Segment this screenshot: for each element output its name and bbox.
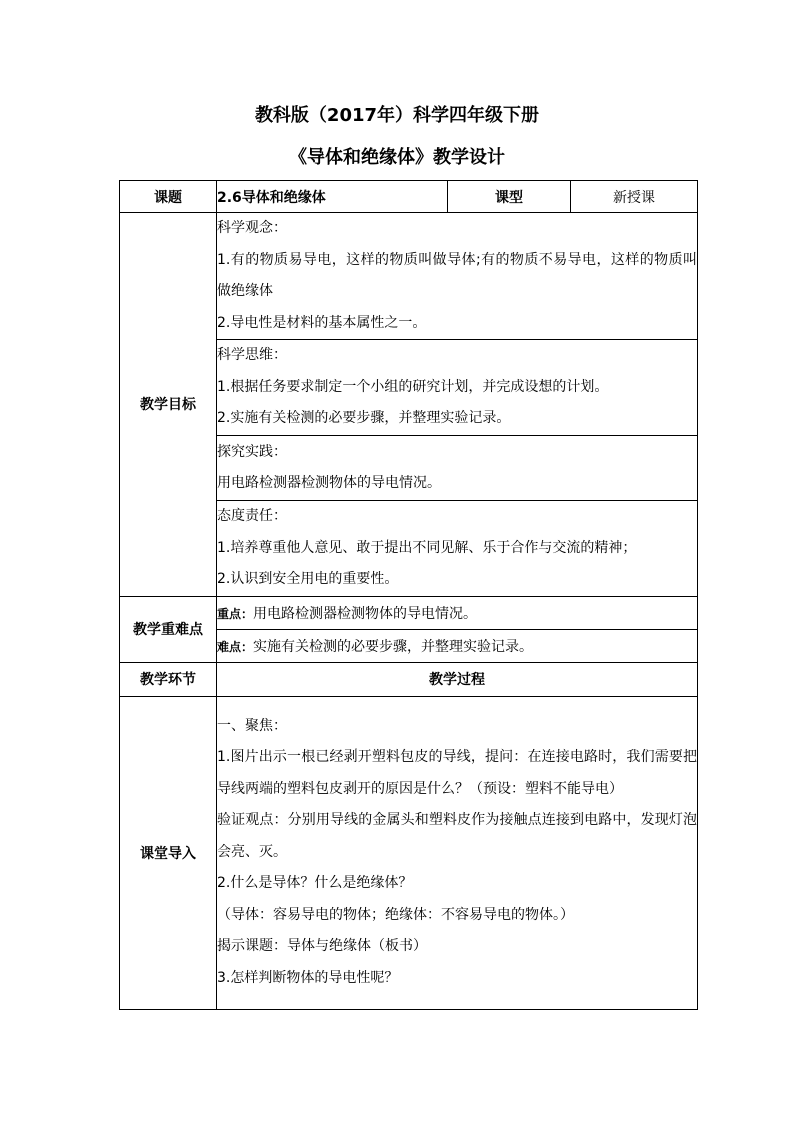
lesson-plan-table (119, 180, 698, 1010)
objectives-label: 教学目标 (120, 213, 217, 597)
key-point-row (120, 596, 698, 629)
objective-line: 1.有的物质易导电，这样的物质叫做导体;有的物质不易导电，这样的物质叫做绝缘体 (217, 251, 697, 299)
intro-content (217, 696, 698, 1009)
objective-heading: 探究实践： (217, 443, 287, 460)
difficult-point-label: 难点： (217, 639, 254, 654)
objective-block-concept (217, 213, 698, 340)
objective-line: 2.认识到安全用电的重要性。 (217, 571, 399, 587)
stage-label: 教学环节 (120, 662, 217, 696)
objective-line: 1.根据任务要求制定一个小组的研究计划，并完成设想的计划。 (217, 378, 609, 395)
objective-block-practice (217, 436, 698, 501)
difficult-point-text: 实施有关检测的必要步骤，并整理实验记录。 (253, 638, 534, 655)
process-header-row (120, 662, 698, 696)
key-point-cell (217, 596, 698, 629)
objective-line: 用电路检测器检测物体的导电情况。 (217, 475, 441, 491)
key-point-label: 重点： (217, 606, 254, 621)
intro-row (120, 696, 698, 1009)
lesson-type-label: 课型 (448, 181, 571, 213)
intro-line: （导体：容易导电的物体；绝缘体：不容易导电的物体。） (217, 906, 574, 923)
objective-heading: 科学思维： (217, 347, 287, 364)
objective-heading: 态度责任： (217, 508, 287, 524)
objective-line: 2.导电性是材料的基本属性之一。 (217, 314, 427, 331)
objective-heading: 科学观念： (217, 220, 287, 236)
intro-line: 1.图片出示一根已经剥开塑料包皮的导线，提问：在连接电路时，我们需要把导线两端的塑料包皮剥开的原因是什么？（预设：塑料不能导电） (217, 749, 697, 797)
intro-label: 课堂导入 (120, 696, 217, 1009)
intro-line: 揭示课题：导体与绝缘体（板书） (217, 938, 427, 955)
objective-row-concept (120, 213, 698, 340)
key-point-text: 用电路检测器检测物体的导电情况。 (253, 605, 478, 622)
objective-block-attitude (217, 501, 698, 597)
objective-block-thinking (217, 340, 698, 436)
difficult-point-cell (217, 629, 698, 662)
objective-line: 2.实施有关检测的必要步骤，并整理实验记录。 (217, 410, 511, 427)
intro-line: 3.怎样判断物体的导电性呢？ (217, 969, 399, 986)
topic-value: 2.6导体和绝缘体 (217, 181, 448, 213)
topic-row (120, 181, 698, 213)
intro-line: 2.什么是导体？什么是绝缘体？ (217, 875, 413, 892)
objective-line: 1.培养尊重他人意见、敢于提出不同见解、乐于合作与交流的精神； (217, 539, 637, 556)
lesson-type-value: 新授课 (571, 181, 698, 213)
intro-line: 一、聚焦： (217, 717, 287, 734)
document-title: 教科版（2017年）科学四年级下册 (254, 105, 540, 126)
key-points-label: 教学重难点 (120, 596, 217, 662)
intro-line: 验证观点：分别用导线的金属头和塑料皮作为接触点连接到电路中，发现灯泡会亮、灭。 (217, 812, 697, 860)
topic-label: 课题 (120, 181, 217, 213)
process-label: 教学过程 (217, 662, 698, 696)
document-subtitle: 《导体和绝缘体》教学设计 (289, 147, 505, 168)
